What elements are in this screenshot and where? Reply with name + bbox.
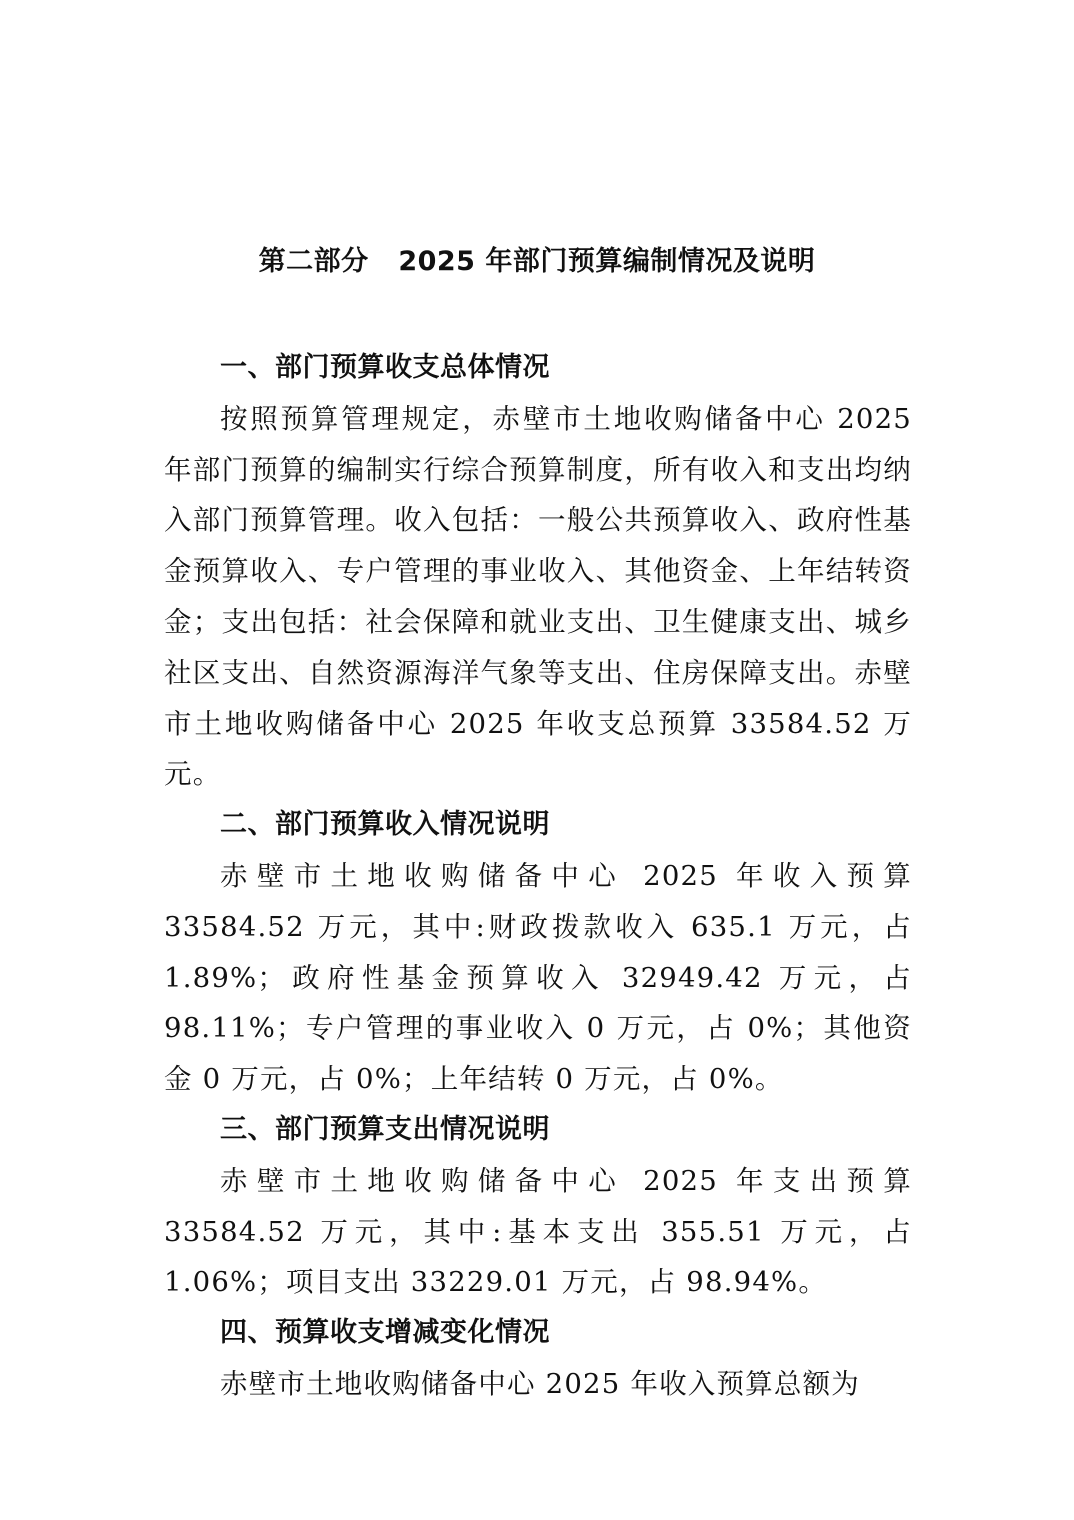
section-paragraph-2: 赤壁市土地收购储备中心 2025 年收入预算 33584.52 万元，其中:财政拨款收入 635.1 万元，占 1.89%；政府性基金预算收入 32949.42 万元，占 98.11%；专户管理的事业收入 0 万元，占 0%；其他资金 0 万元，占 0%；上年结转 0 万元，占 0%。 [164, 859, 912, 1096]
section-heading-2: 二、部门预算收入情况说明 [220, 809, 550, 841]
section-paragraph-4: 赤壁市土地收购储备中心 2025 年收入预算总额为 [220, 1367, 860, 1400]
page-title: 第二部分 2025 年部门预算编制情况及说明 [258, 246, 816, 277]
section-paragraph-1: 按照预算管理规定，赤壁市土地收购储备中心 2025 年部门预算的编制实行综合预算制度，所有收入和支出均纳入部门预算管理。收入包括：一般公共预算收入、政府性基金预算收入、专户管理的事业收入、其他资金、上年结转资金；支出包括：社会保障和就业支出、卫生健康支出、城乡社区支出、自然资源海洋气象等支出、住房保障支出。赤壁市土地收购储备中心 2025 年收支总预算 33584.52 万元。 [164, 402, 912, 791]
section-paragraph-3: 赤壁市土地收购储备中心 2025 年支出预算 33584.52 万元，其中:基本支出 355.51 万元，占 1.06%；项目支出 33229.01 万元，占 98.94%。 [164, 1164, 912, 1299]
document-body [164, 343, 912, 1410]
section-heading-3: 三、部门预算支出情况说明 [220, 1113, 550, 1145]
section-heading-1: 一、部门预算收支总体情况 [220, 352, 550, 383]
section-heading-4: 四、预算收支增减变化情况 [220, 1317, 550, 1349]
